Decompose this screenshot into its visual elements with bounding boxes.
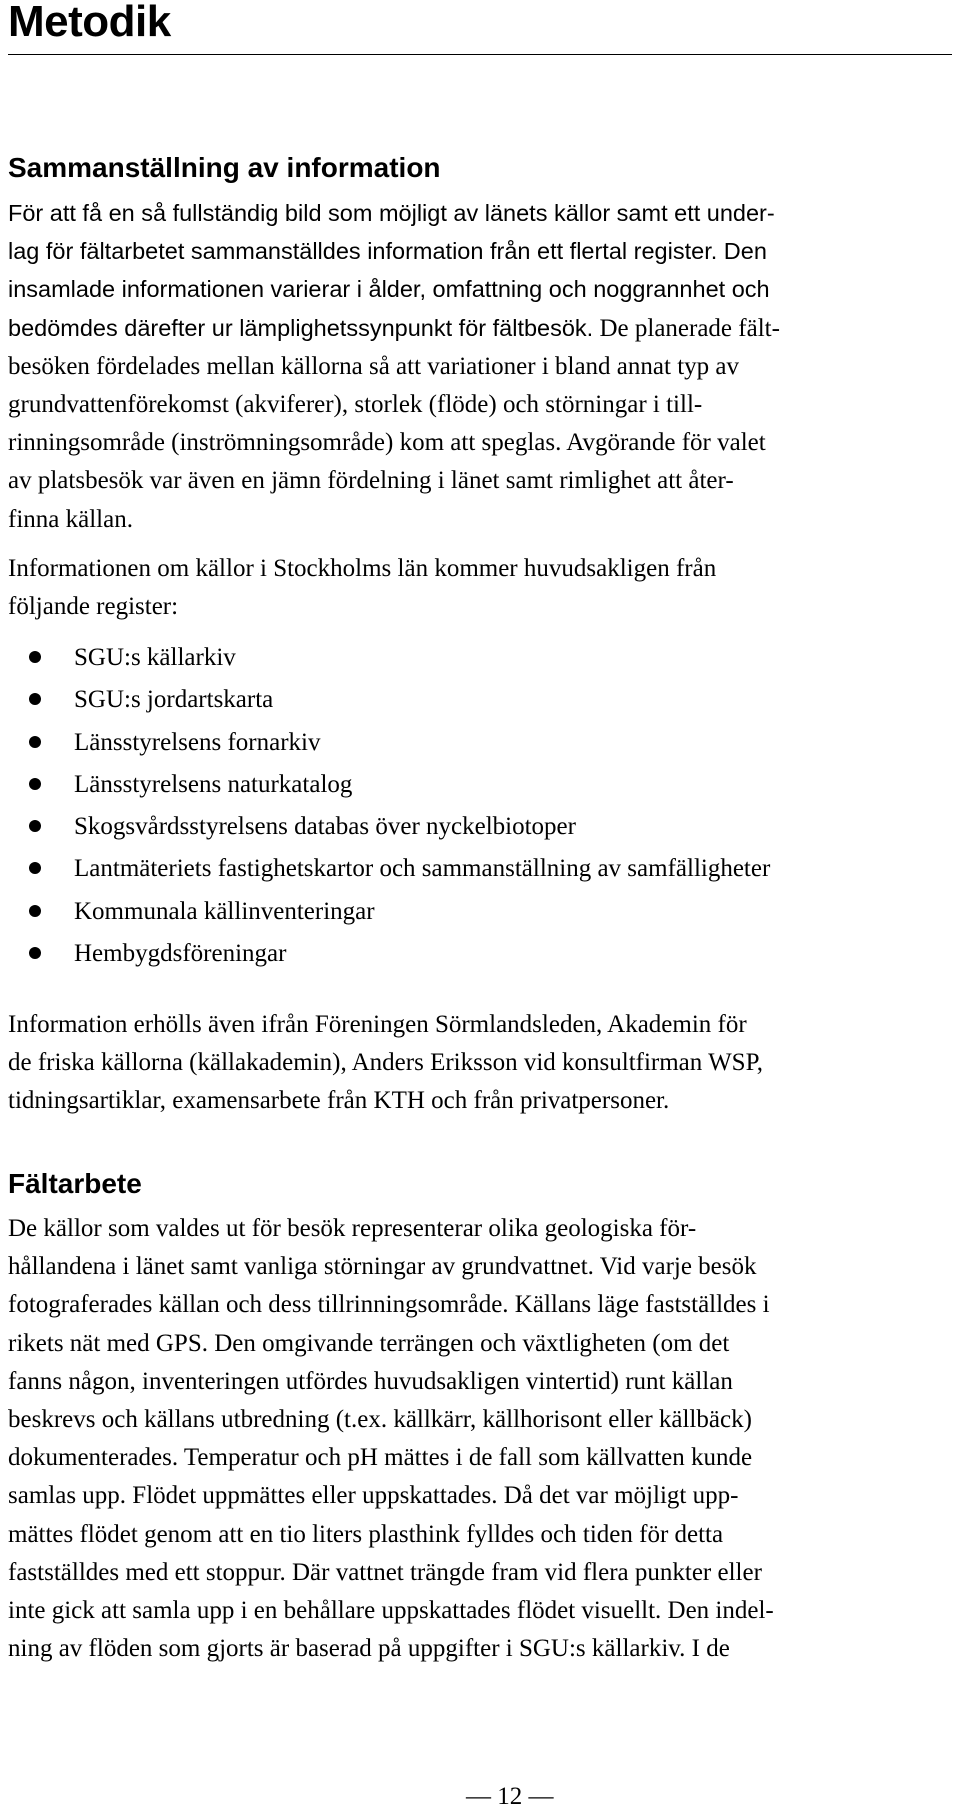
paragraph-line: samlas upp. Flödet uppmättes eller uppskattades. Då det var möjligt upp- [8, 1482, 739, 1510]
paragraph-intro [8, 194, 958, 539]
list-item [0, 724, 950, 766]
list-item-text: Kommunala källinventeringar [74, 897, 375, 925]
list-item [0, 681, 950, 723]
paragraph-line: finna källan. [8, 505, 133, 533]
title-divider [8, 54, 952, 55]
paragraph-line: tidningsartiklar, examensarbete från KTH och från privatpersoner. [8, 1087, 670, 1115]
paragraph-line: Information erhölls även ifrån Föreningen Sörmlandsleden, Akademin för [8, 1011, 747, 1038]
paragraph-register-intro [8, 550, 958, 626]
paragraph-line: inte gick att samla upp i en behållare uppskattades flödet visuellt. Den indel- [8, 1597, 774, 1625]
paragraph-line: För att få en så fullständig bild som möjligt av länets källor samt ett under- [8, 200, 775, 226]
paragraph-line: följande register: [8, 593, 179, 621]
paragraph-line: De källor som valdes ut för besök representerar olika geologiska för- [8, 1215, 697, 1242]
paragraph-line: rinningsområde (inströmningsområde) kom att speglas. Avgörande för valet [8, 429, 766, 457]
paragraph-line: insamlade informationen varierar i ålder, omfattning och noggrannhet och [8, 276, 770, 303]
list-item-text: Länsstyrelsens fornarkiv [74, 728, 321, 756]
bullet-icon [29, 651, 41, 663]
paragraph-line: beskrevs och källans utbredning (t.ex. källkärr, källhorisont eller källbäck) [8, 1406, 752, 1434]
bullet-icon [29, 820, 41, 832]
list-item [0, 893, 950, 935]
list-item-text: Hembygdsföreningar [74, 940, 287, 968]
paragraph-line-sans-part: bedömdes därefter ur lämplighetssynpunkt för fältbesök. [8, 314, 594, 341]
bullet-icon [29, 778, 41, 790]
paragraph-line: Informationen om källor i Stockholms län kommer huvudsakligen från [8, 555, 717, 582]
paragraph-line [8, 309, 958, 348]
bullet-icon [29, 693, 41, 705]
list-item [0, 808, 950, 850]
section-heading-faltarbete: Fältarbete [8, 1168, 142, 1199]
paragraph-line: mättes flödet genom att en tio liters plasthink fylldes och tiden för detta [8, 1520, 724, 1548]
bullet-icon [29, 905, 41, 917]
paragraph-line: besöken fördelades mellan källorna så att variationer i bland annat typ av [8, 352, 739, 380]
list-item [0, 850, 950, 892]
paragraph-line: av platsbesök var även en jämn fördelning i länet samt rimlighet att åter- [8, 467, 734, 495]
paragraph-line: fastställdes med ett stoppur. Där vattnet trängde fram vid flera punkter eller [8, 1558, 762, 1586]
list-item-text: SGU:s källarkiv [74, 644, 236, 671]
chapter-title: Metodik [8, 0, 171, 46]
bullet-icon [29, 736, 41, 748]
list-item [0, 766, 950, 808]
paragraph-line: lag för fältarbetet sammanställdes information från ett flertal register. Den [8, 238, 767, 265]
list-item-text: Lantmäteriets fastighetskartor och sammanställning av samfälligheter [74, 855, 771, 883]
paragraph-fieldwork [8, 1210, 958, 1668]
section-heading-sammanstallning: Sammanställning av information [8, 152, 441, 183]
list-item-text: Skogsvårdsstyrelsens databas över nyckelbiotoper [74, 813, 576, 841]
list-item [0, 935, 950, 977]
paragraph-line: dokumenterades. Temperatur och pH mättes i de fall som källvatten kunde [8, 1444, 753, 1472]
paragraph-line: de friska källorna (källakademin), Anders Eriksson vid konsultfirman WSP, [8, 1049, 763, 1077]
paragraph-line: fotograferades källan och dess tillrinningsområde. Källans läge fastställdes i [8, 1291, 770, 1319]
list-item-text: SGU:s jordartskarta [74, 686, 274, 714]
register-list [0, 639, 950, 977]
paragraph-line-serif-part: De planerade fält- [593, 314, 780, 342]
paragraph-line: hållandena i länet samt vanliga störningar av grundvattnet. Vid varje besök [8, 1253, 757, 1281]
bullet-icon [29, 947, 41, 959]
paragraph-line: ning av flöden som gjorts är baserad på uppgifter i SGU:s källarkiv. I de [8, 1635, 730, 1663]
list-item-text: Länsstyrelsens naturkatalog [74, 770, 353, 798]
list-item [0, 639, 950, 681]
bullet-icon [29, 862, 41, 874]
paragraph-additional-sources [8, 1006, 958, 1121]
paragraph-line: rikets nät med GPS. Den omgivande terrängen och växtligheten (om det [8, 1329, 730, 1357]
paragraph-line: grundvattenförekomst (akviferer), storlek (flöde) och störningar i till- [8, 391, 703, 419]
page-number: — 12 — [466, 1783, 554, 1810]
paragraph-line: fanns någon, inventeringen utfördes huvudsakligen vintertid) runt källan [8, 1367, 733, 1395]
